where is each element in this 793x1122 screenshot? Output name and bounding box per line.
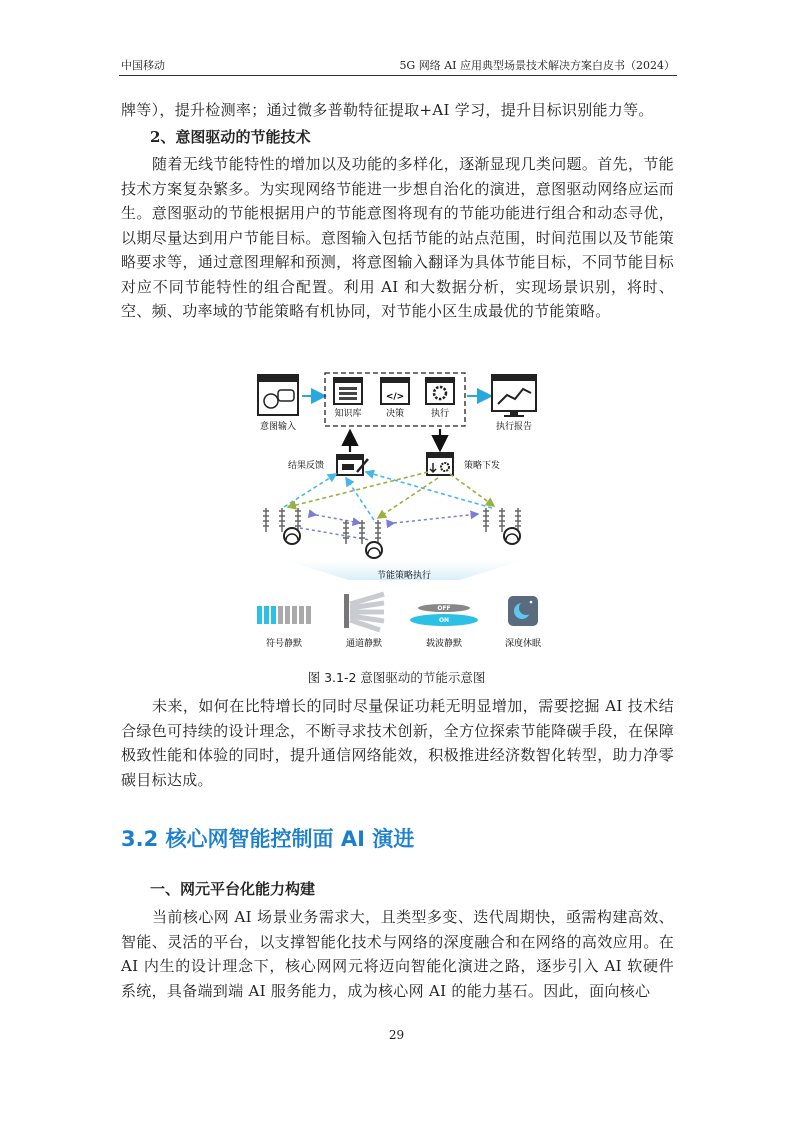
subsection-2-paragraph: 随着无线节能特性的增加以及功能的多样化，逐渐显现几类问题。首先，节能技术方案复杂繁多。为实现网络节能进一步想自治化的演进，意图驱动网络应运而生。意图驱动的节能根据用户的节能意图将现有的节能功能进行组合和动态寻优，以期尽量达到用户节能目标。意图输入包括节能的站点范围，时间范围以及节能策略要求等，通过意图理解和预测，将意图输入翻译为具体节能目标，不同节能目标对应不同节能特性的组合配置。利用 AI 和大数据分析，实现场景识别，将时、空、频、功率域的节能策略有机协同，对节能小区生成最优的节能策略。 — [121, 155, 674, 320]
page-number: 29 — [388, 1028, 405, 1042]
result-feedback-icon — [337, 455, 368, 475]
subsection-1-paragraph: 当前核心网 AI 场景业务需求大，且类型多变、迭代周期快，亟需构建高效、智能、灵活的平台，以支撑智能化技术与网络的深度融合和在网络的高效应用。在 AI 内生的设计理念下，核心网网元将迈向智能化演进之路，逐步引入 AI 软硬件系统，具备端到端 AI 服务能力，成为核心网 AI 的能力基石。因此，面向核心 — [121, 908, 674, 1000]
figure-caption: 图 3.1-2 意图驱动的节能示意图 — [307, 670, 486, 685]
section-title: 3.2 核心网智能控制面 AI 演进 — [121, 827, 415, 851]
knowledge-base-label: 知识库 — [334, 409, 362, 419]
intro-paragraph: 牌等），提升检测率；通过微多普勒特征提取+AI 学习，提升目标识别能力等。 — [121, 101, 654, 119]
symbol-silence-icon — [257, 606, 311, 624]
decision-label: 决策 — [385, 409, 405, 419]
channel-silence-icon — [344, 594, 384, 630]
execute-label: 执行 — [430, 409, 450, 419]
header-rule — [119, 75, 677, 76]
base-station-center — [343, 520, 382, 558]
subsection-2-title: 2、意图驱动的节能技术 — [150, 128, 311, 146]
base-station-left — [263, 508, 301, 544]
energy-saving-figure — [244, 368, 564, 658]
carrier-silence-label: 载波静默 — [425, 639, 463, 649]
knowledge-base-icon — [334, 378, 362, 404]
decision-icon — [381, 378, 409, 404]
policy-dispatch-label: 策略下发 — [463, 461, 501, 471]
execution-report-icon — [492, 375, 536, 417]
deep-sleep-icon — [508, 596, 538, 626]
intent-input-icon — [258, 375, 298, 415]
deep-sleep-label: 深度休眠 — [504, 639, 542, 649]
policy-dispatch-icon — [427, 453, 453, 475]
header-left: 中国移动 — [121, 59, 165, 72]
symbol-silence-label: 符号静默 — [265, 639, 303, 649]
future-paragraph: 未来，如何在比特增长的同时尽量保证功耗无明显增加，需要挖掘 AI 技术结合绿色可持续的设计理念，不断寻求技术创新，全方位探索节能降碳手段，在保障极致性能和体验的同时，提升通信网络能效，积极推进经济数智化转型，助力净零碳目标达成。 — [121, 697, 674, 789]
execute-icon — [426, 378, 454, 404]
execution-report-label: 执行报告 — [495, 422, 533, 432]
svg-text:</>: </> — [385, 392, 405, 402]
intent-input-label: 意图输入 — [259, 422, 297, 432]
carrier-off-label: OFF — [437, 605, 451, 612]
subsection-1-title: 一、网元平台化能力构建 — [150, 880, 316, 898]
carrier-on-label: ON — [438, 617, 450, 624]
feedback-links — [284, 472, 494, 540]
base-station-right — [483, 508, 521, 544]
channel-silence-label: 通道静默 — [345, 639, 383, 649]
result-feedback-label: 结果反馈 — [287, 461, 325, 471]
exec-banner-label: 节能策略执行 — [376, 571, 432, 581]
carrier-silence-icon — [410, 604, 478, 626]
header-right: 5G 网络 AI 应用典型场景技术解决方案白皮书（2024） — [399, 59, 675, 72]
